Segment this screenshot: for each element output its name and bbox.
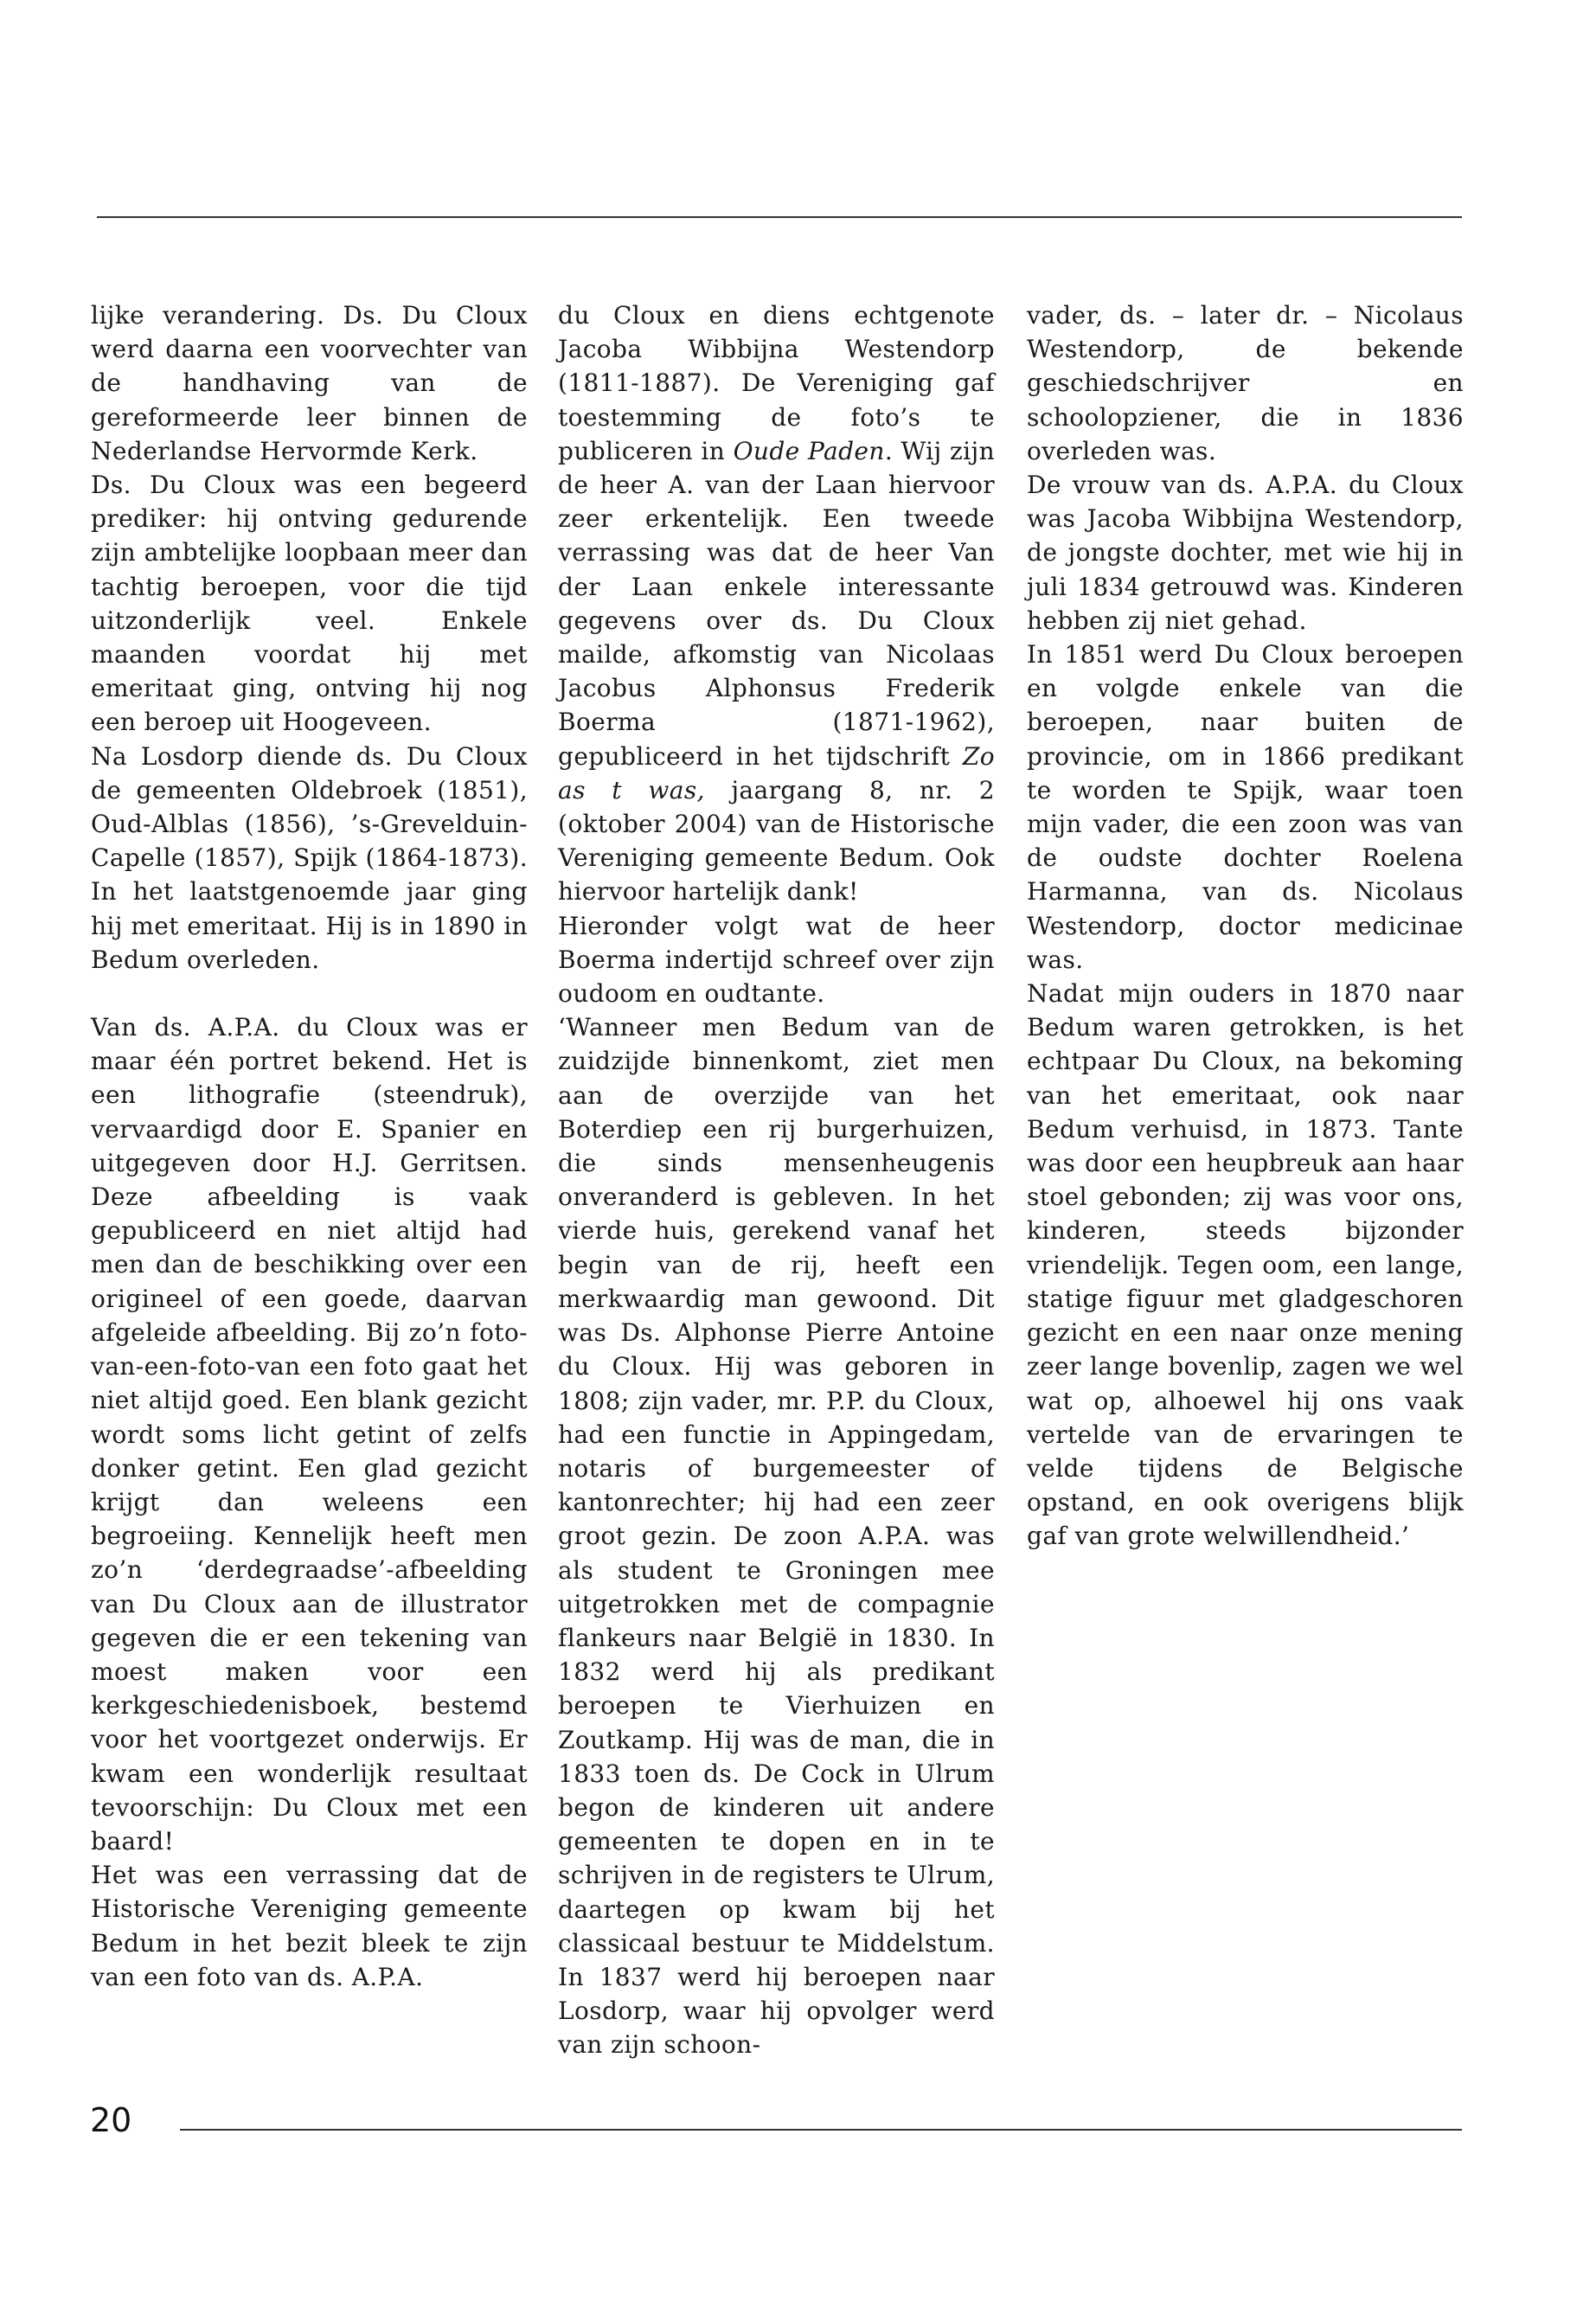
paragraph: [558, 298, 995, 909]
text-run: . Wij zijn de heer A. van der Laan hiervoor zeer erkentelijk. Een tweede verrassing was dat de heer Van der Laan enkele interessante gegevens over ds. Du Cloux mailde, afkomstig van Nicolaas Jacobus Alphonsus Frederik Boerma (1871-1962), gepubliceerd in het tijdschrift: [558, 436, 996, 771]
column-left: [91, 298, 528, 1994]
page-number: 20: [90, 2101, 132, 2139]
paragraph: ‘Wanneer men Bedum van de zuidzijde binnenkomt, ziet men aan de overzijde van het Boterdiep een rij burgerhuizen, die sinds mensenheugenis onveranderd is gebleven. In het vierde huis, gerekend vanaf het begin van de rij, heeft een merkwaardig man gewoond. Dit was Ds. Alphonse Pierre Antoine du Cloux. Hij was geboren in 1808; zijn vader, mr. P.P. du Cloux, had een functie in Appingedam, notaris of burgemeester of kantonrechter; hij had een zeer groot gezin. De zoon A.P.A. was als student te Groningen mee uitgetrokken met de compagnie flankeurs naar België in 1830. In 1832 werd hij als predikant beroepen te Vierhuizen en Zoutkamp. Hij was de man, die in 1833 toen ds. De Cock in Ulrum begon de kinderen uit andere gemeenten te dopen en in te schrijven in de registers te Ulrum, daartegen op kwam bij het classicaal bestuur te Middelstum. In 1837 werd hij beroepen naar Losdorp, waar hij opvolger werd van zijn schoon-: [558, 1013, 995, 2060]
column-right: [1027, 298, 1464, 1554]
paragraph: Van ds. A.P.A. du Cloux was er maar één portret bekend. Het is een lithografie (steendruk), vervaardigd door E. Spanier en uitgegeven door H.J. Gerritsen. Deze afbeelding is vaak gepubliceerd en niet altijd had men dan de beschikking over een origineel of een goede, daarvan afgeleide afbeelding. Bij zo’n foto-van-een-foto-van een foto gaat het niet altijd goed. Een blank gezicht wordt soms licht getint of zelfs donker getint. Een glad gezicht krijgt dan weleens een begroeiing. Kennelijk heeft men zo’n ‘derdegraadse’-afbeelding van Du Cloux aan de illustrator gegeven die er een tekening van moest maken voor een kerkgeschiedenisboek, bestemd voor het voortgezet onderwijs. Er kwam een wonderlijk resultaat tevoorschijn: Du Cloux met een baard!: [91, 1013, 528, 1856]
footer-rule: [180, 2129, 1462, 2131]
paragraph: Ds. Du Cloux was een begeerd prediker: hij ontving gedurende zijn ambtelijke loopbaan meer dan tachtig beroepen, voor die tijd uitzonderlijk veel. Enkele maanden voordat hij met emeritaat ging, ontving hij nog een beroep uit Hoogeveen.: [91, 471, 528, 737]
column-middle: [558, 298, 995, 2062]
publication-title: Oude Paden: [733, 436, 885, 465]
paragraph: Het was een verrassing dat de Historische Vereniging gemeente Bedum in het bezit bleek te zijn van een foto van ds. A.P.A.: [91, 1861, 528, 1991]
text-run: jaargang 8, nr. 2 (oktober 2004) van de Historische Vereniging gemeente Bedum. Ook hiervoor hartelijk dank!: [558, 775, 995, 907]
paragraph: In 1851 werd Du Cloux beroepen en volgde enkele van die beroepen, naar buiten de provincie, om in 1866 predikant te worden te Spijk, waar toen mijn vader, die een zoon was van de oudste dochter Roelena Harmanna, van ds. Nicolaus Westendorp, doctor medicinae was.: [1027, 640, 1464, 974]
header-rule: [97, 216, 1462, 218]
text-run: du Cloux en diens echtgenote Jacoba Wibbijna Westendorp (1811-1887). De Vereniging gaf toestemming de foto’s te publiceren in: [558, 301, 995, 465]
paragraph: vader, ds. – later dr. – Nicolaus Westendorp, de bekende geschiedschrijver en schoolopziener, die in 1836 overleden was.: [1027, 301, 1464, 465]
paragraph-spacer: [91, 977, 528, 1010]
paragraph: Na Losdorp diende ds. Du Cloux de gemeenten Oldebroek (1851), Oud-Alblas (1856), ’s-Grevelduin-Capelle (1857), Spijk (1864-1873). In het laatstgenoemde jaar ging hij met emeritaat. Hij is in 1890 in Bedum overleden.: [91, 741, 528, 974]
journal-title: Zo as t was,: [558, 741, 995, 804]
paragraph: lijke verandering. Ds. Du Cloux werd daarna een voorvechter van de handhaving van de gereformeerde leer binnen de Nederlandse Hervormde Kerk.: [91, 301, 528, 465]
paragraph: De vrouw van ds. A.P.A. du Cloux was Jacoba Wibbijna Westendorp, de jongste dochter, met wie hij in juli 1834 getrouwd was. Kinderen hebben zij niet gehad.: [1027, 471, 1464, 635]
paragraph: Nadat mijn ouders in 1870 naar Bedum waren getrokken, is het echtpaar Du Cloux, na bekoming van het emeritaat, ook naar Bedum verhuisd, in 1873. Tante was door een heupbreuk aan haar stoel gebonden; zij was voor ons, kinderen, steeds bijzonder vriendelijk. Tegen oom, een lange, statige figuur met gladgeschoren gezicht en een naar onze mening zeer lange bovenlip, zagen we wel wat op, alhoewel hij ons vaak vertelde van de ervaringen te velde tijdens de Belgische opstand, en ook overigens blijk gaf van grote welwillendheid.’: [1027, 979, 1464, 1551]
paragraph: Hieronder volgt wat de heer Boerma indertijd schreef over zijn oudoom en oudtante.: [558, 911, 995, 1009]
